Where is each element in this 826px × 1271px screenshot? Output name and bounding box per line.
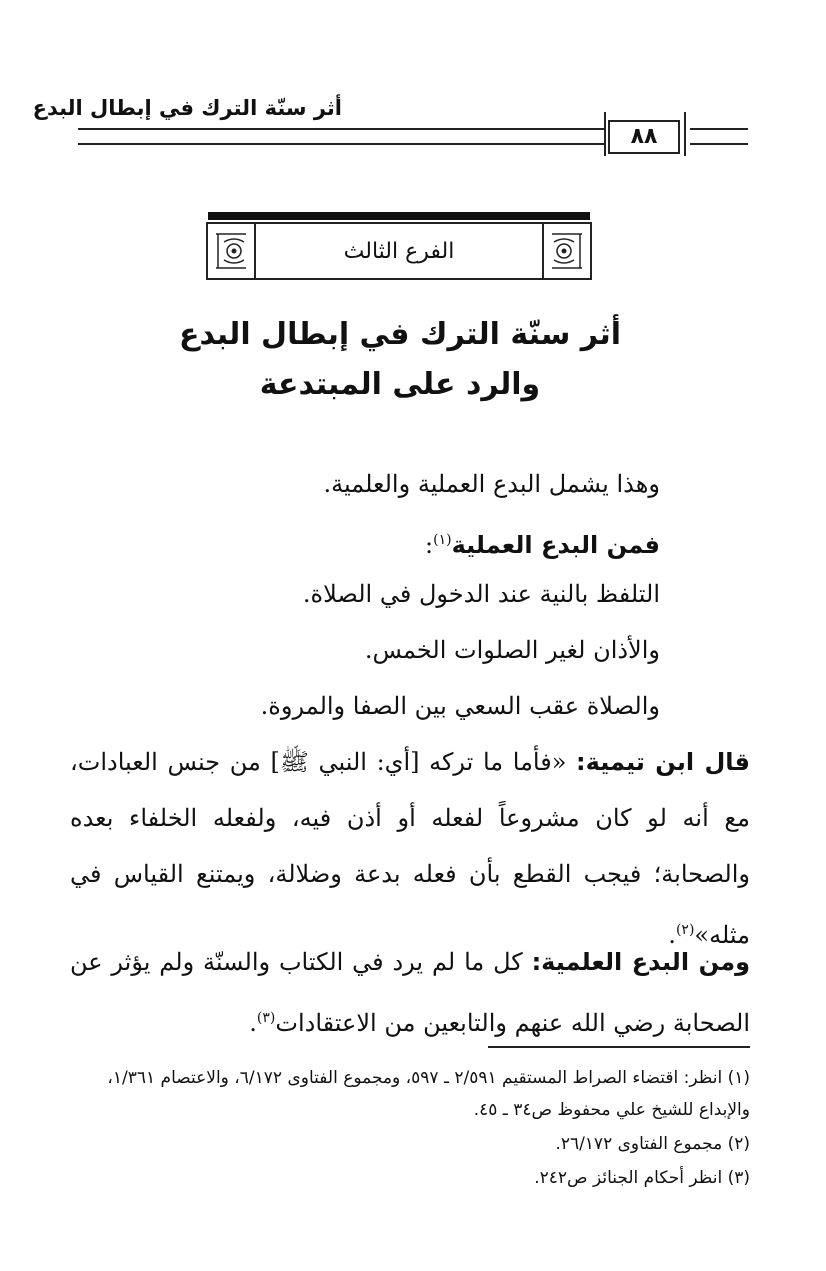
running-title: أثر سنّة الترك في إبطال البدع (32, 96, 342, 120)
section-heading-line1: أثر سنّة الترك في إبطال البدع (178, 317, 621, 352)
chapter-label-box (206, 222, 592, 280)
practical-innovations-heading (70, 512, 660, 573)
page-num-bracket-right (684, 112, 686, 156)
ornament-left-icon (212, 228, 250, 274)
doctrinal-heading-text: ومن البدع العلمية: (531, 948, 750, 976)
header-rule-right-bottom (690, 143, 748, 145)
footnote-number: (٢) (727, 1134, 750, 1154)
footnote-text: انظر: اقتضاء الصراط المستقيم ٢/٥٩١ ـ ٥٩٧، ومجموع الفتاوى ٦/١٧٢، والاعتصام ١/٣٦١، والإبداع للشيخ علي محفوظ ص٣٤ ـ ٤٥. (107, 1068, 750, 1120)
list-item: التلفظ بالنية عند الدخول في الصلاة. (302, 580, 660, 608)
footnote-3 (70, 1162, 750, 1194)
quote-text: «فأما ما تركه [أي: النبي ﷺ] من جنس العبادات، مع أنه لو كان مشروعاً لفعله أو أذن فيه، ولفعله الخلفاء بعده والصحابة؛ فيجب القطع بأن فعله بدعة وضلالة، ويمتنع القياس في مثله» (70, 748, 750, 949)
footnote-ref-1: (١) (433, 532, 452, 548)
list-item: والصلاة عقب السعي بين الصفا والمروة. (260, 692, 660, 720)
chapter-label: الفرع الثالث (254, 224, 544, 278)
quote-author: قال ابن تيمية: (576, 748, 750, 776)
page-num-bracket-left (604, 112, 606, 156)
page-number: ٨٨ (608, 120, 680, 154)
doctrinal-end: . (249, 1009, 257, 1037)
quote-end: . (668, 921, 676, 949)
header-rule-bottom (78, 143, 606, 145)
chapter-top-bar (208, 212, 590, 220)
section-heading-line2: والرد على المبتدعة (259, 367, 541, 402)
footnote-number: (٣) (727, 1168, 750, 1188)
ibn-taymiyyah-quote (70, 734, 750, 963)
ornament-right-icon (548, 228, 586, 274)
footnote-2 (70, 1128, 750, 1160)
footnote-number: (١) (727, 1068, 750, 1088)
section-heading (150, 310, 650, 410)
footnote-text: انظر أحكام الجنائز ص٢٤٢. (534, 1168, 723, 1188)
footnote-1 (70, 1062, 750, 1126)
heading-colon: : (425, 531, 434, 559)
practical-heading-text: فمن البدع العملية (451, 531, 660, 559)
footnote-ref-2: (٢) (675, 922, 695, 938)
footnote-ref-3: (٣) (256, 1010, 276, 1026)
footnote-separator (488, 1046, 750, 1048)
doctrinal-innovations-paragraph (70, 934, 750, 1051)
header-rule-right-top (690, 128, 748, 130)
header-rule-top (78, 128, 606, 130)
list-item: والأذان لغير الصلوات الخمس. (364, 636, 660, 664)
doctrinal-text: كل ما لم يرد في الكتاب والسنّة ولم يؤثر عن الصحابة رضي الله عنهم والتابعين من الاعتقادات (70, 948, 750, 1037)
intro-paragraph: وهذا يشمل البدع العملية والعلمية. (323, 470, 660, 498)
footnote-text: مجموع الفتاوى ٢٦/١٧٢. (555, 1134, 723, 1154)
